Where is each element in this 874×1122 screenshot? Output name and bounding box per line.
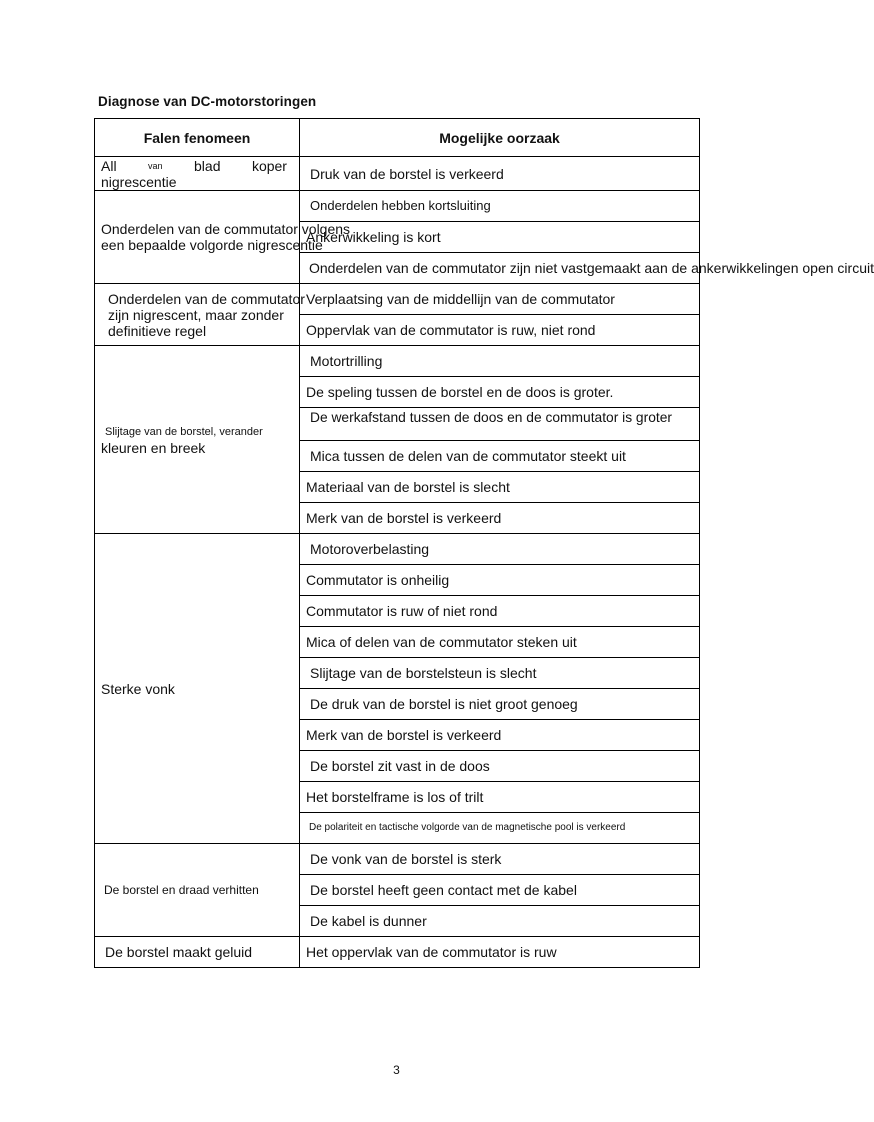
table-header-row — [95, 119, 700, 157]
phenomenon-text: kleuren en breek — [101, 439, 206, 456]
phenomenon-word: van — [148, 161, 163, 171]
phenomenon-cell — [95, 346, 300, 534]
table-row — [95, 284, 700, 315]
phenomenon-cell — [95, 191, 351, 284]
cause-cell: Onderdelen van de commutator zijn niet vastgemaakt aan de ankerwikkelingen open circuit — [300, 253, 700, 284]
table-row — [95, 937, 700, 968]
cause-cell: De borstel zit vast in de doos — [300, 751, 700, 782]
phenomenon-cell — [95, 284, 305, 346]
cause-cell: De druk van de borstel is niet groot genoeg — [300, 689, 700, 720]
phenomenon-text: een bepaalde volgorde nigrescentie — [101, 237, 323, 253]
cause-cell: De vonk van de borstel is sterk — [300, 844, 700, 875]
cause-cell: Mica tussen de delen van de commutator steekt uit — [300, 441, 700, 472]
phenomenon-cell: De borstel maakt geluid — [95, 937, 300, 968]
cause-cell: Commutator is ruw of niet rond — [300, 596, 700, 627]
phenomenon-word: koper — [251, 158, 287, 174]
cause-cell: Het borstelframe is los of trilt — [300, 782, 700, 813]
cause-cell: Het oppervlak van de commutator is ruw — [300, 937, 700, 968]
header-cause: Mogelijke oorzaak — [300, 119, 700, 157]
cause-cell: Onderdelen hebben kortsluiting — [300, 191, 700, 222]
cause-cell: Ankerwikkeling is kort — [300, 222, 700, 253]
phenomenon-text: Onderdelen van de commutator — [108, 290, 305, 307]
cause-cell: Mica of delen van de commutator steken uit — [300, 627, 700, 658]
phenomenon-word: All — [101, 158, 117, 174]
cause-cell: Motoroverbelasting — [300, 534, 700, 565]
phenomenon-text: zijn nigrescent, maar zonder — [108, 306, 284, 323]
cause-cell: Merk van de borstel is verkeerd — [300, 720, 700, 751]
cause-cell: De kabel is dunner — [300, 906, 700, 937]
cause-cell: Commutator is onheilig — [300, 565, 700, 596]
cause-cell: Druk van de borstel is verkeerd — [300, 157, 700, 191]
cause-cell: De polariteit en tactische volgorde van de magnetische pool is verkeerd — [300, 813, 700, 844]
cause-cell: De speling tussen de borstel en de doos is groter. — [300, 377, 700, 408]
phenomenon-cell: De borstel en draad verhitten — [95, 844, 300, 937]
cause-cell: Verplaatsing van de middellijn van de commutator — [300, 284, 700, 315]
table-row — [95, 844, 700, 875]
page-number: 3 — [393, 1063, 400, 1077]
phenomenon-text: definitieve regel — [108, 322, 207, 339]
cause-cell: De werkafstand tussen de doos en de commutator is groter — [300, 408, 700, 441]
cause-cell: Materiaal van de borstel is slecht — [300, 472, 700, 503]
phenomenon-cell: Sterke vonk — [95, 534, 300, 844]
phenomenon-text: Onderdelen van de commutator volgens — [101, 221, 351, 237]
table-row — [95, 534, 700, 565]
document-title: Diagnose van DC-motorstoringen — [98, 94, 317, 109]
cause-cell: De borstel heeft geen contact met de kabel — [300, 875, 700, 906]
table-row — [95, 191, 700, 222]
table-row — [95, 346, 700, 377]
cause-cell: Slijtage van de borstelsteun is slecht — [300, 658, 700, 689]
diagnosis-table — [94, 118, 874, 968]
phenomenon-text: nigrescentie — [101, 174, 177, 190]
phenomenon-word: blad — [194, 158, 221, 174]
phenomenon-text: Slijtage van de borstel, verander — [105, 425, 263, 438]
cause-cell: Oppervlak van de commutator is ruw, niet rond — [300, 315, 700, 346]
cause-cell: Motortrilling — [300, 346, 700, 377]
header-phenomenon: Falen fenomeen — [95, 119, 300, 157]
cause-cell: Merk van de borstel is verkeerd — [300, 503, 700, 534]
phenomenon-cell — [95, 157, 300, 191]
table-row — [95, 157, 700, 191]
